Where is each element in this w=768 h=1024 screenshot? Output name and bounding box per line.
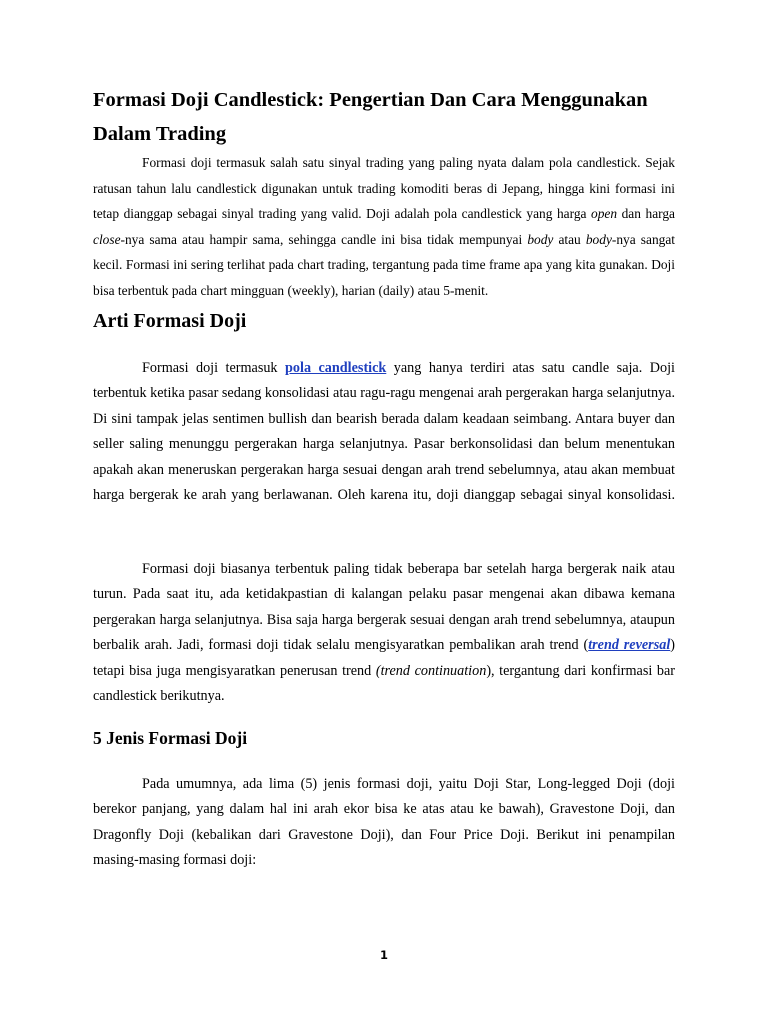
- paragraph-arti-1: Formasi doji termasuk pola candlestick yang hanya terdiri atas satu candle saja. Doji terbentuk ketika pasar sedang konsolidasi atau ragu-ragu mengenai arah pergerakan harga selanjutnya. Di sini tampak jelas sentimen bullish dan bearish berada dalam keadaan seimbang. Antara buyer dan seller saling menunggu pergerakan harga selanjutnya. Pasar berkonsolidasi dan belum menentukan apakah akan meneruskan pergerakan harga sesuai dengan arah trend sebelumnya, atau akan membuat harga bergerak ke arah yang berlawanan. Oleh karena itu, doji dianggap sebagai sinyal konsolidasi.: [93, 360, 675, 504]
- heading-arti-formasi-doji: Arti Formasi Doji: [93, 310, 247, 332]
- document-title: Formasi Doji Candlestick: Pengertian Dan Cara Menggunakan Dalam Trading: [93, 89, 648, 145]
- link-pola-candlestick[interactable]: pola candlestick: [285, 360, 387, 376]
- page-number: 1: [379, 948, 388, 962]
- paragraph-jenis-doji: Pada umumnya, ada lima (5) jenis formasi doji, yaitu Doji Star, Long-legged Doji (doji berekor panjang, yang dalam hal ini arah ekor bisa ke atas atau ke bawah), Gravestone Doji, dan Dragonfly Doji (kebalikan dari Gravestone Doji), dan Four Price Doji. Berikut ini penampilan masing-masing formasi doji:: [93, 776, 675, 869]
- intro-paragraph: Formasi doji termasuk salah satu sinyal trading yang paling nyata dalam pola candlestick. Sejak ratusan tahun lalu candlestick digunakan untuk trading komoditi beras di Jepang, hingga kini formasi ini tetap dianggap sebagai sinyal trading yang valid. Doji adalah pola candlestick yang harga open dan harga close-nya sama atau hampir sama, sehingga candle ini bisa tidak mempunyai body atau body-nya sangat kecil. Formasi ini sering terlihat pada chart trading, tergantung pada time frame apa yang kita gunakan. Doji bisa terbentuk pada chart mingguan (weekly), harian (daily) atau 5-menit.: [93, 155, 675, 298]
- heading-5-jenis-formasi-doji: 5 Jenis Formasi Doji: [93, 728, 248, 748]
- link-trend-reversal[interactable]: trend reversal: [588, 637, 671, 654]
- paragraph-arti-2: Formasi doji biasanya terbentuk paling tidak beberapa bar setelah harga bergerak naik atau turun. Pada saat itu, ada ketidakpastian di kalangan pelaku pasar mengenai akan dibawa kemana pergerakan harga selanjutnya. Bisa saja harga bergerak sesuai dengan arah trend sebelumnya, ataupun berbalik arah. Jadi, formasi doji tidak selalu mengisyaratkan pembalikan arah trend (trend reversal) tetapi bisa juga mengisyaratkan penerusan trend (trend continuation), tergantung dari konfirmasi bar candlestick berikutnya.: [93, 561, 676, 705]
